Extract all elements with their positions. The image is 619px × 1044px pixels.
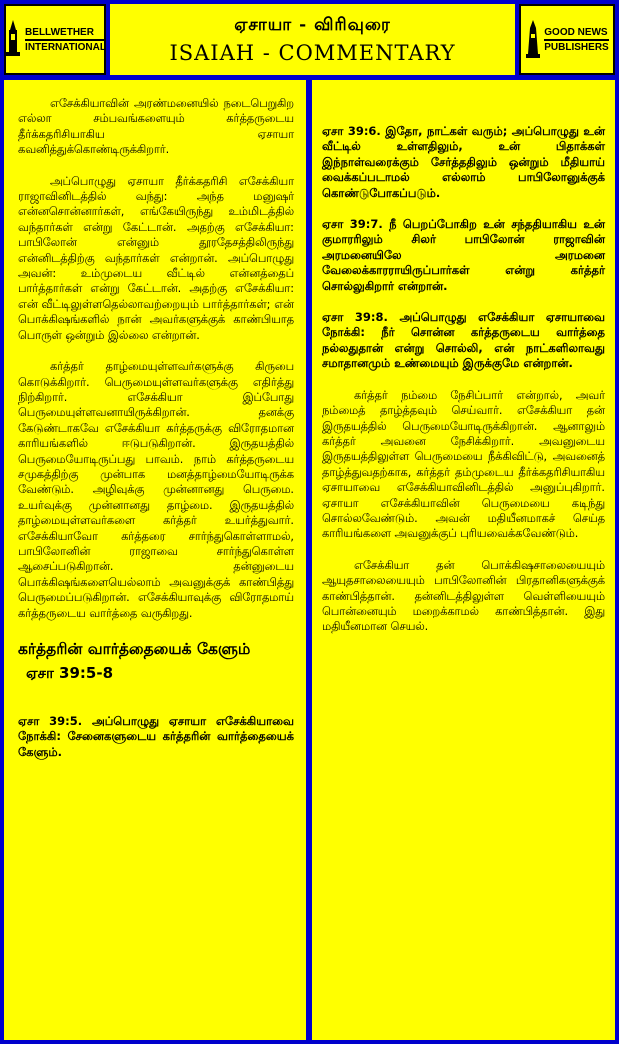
lighthouse-icon xyxy=(525,20,541,60)
verse-39-7: ஏசா 39:7. நீ பெறப்போகிற உன் சந்ததியாகிய உன் குமாரரிலும் சிலர் பாபிலோன் ராஜாவின் அரமனையிலே அரமனை வேலைக்காரராயிருப்பார்கள் என்று கர்த்தர் சொல்லுகிறார் என்றான். xyxy=(322,217,605,293)
title-tamil: ஏசாயா - விரிவுரை xyxy=(234,14,391,35)
bellwether-logo xyxy=(4,4,106,75)
logo-right-line2: PUBLISHERS xyxy=(544,41,609,53)
bell-tower-icon xyxy=(4,20,22,60)
logo-left-line2: INTERNATIONAL xyxy=(25,41,106,53)
right-paragraph-4: கர்த்தர் நம்மை நேசிப்பார் என்றால், அவர் நம்மைத் தாழ்த்தவும் செய்வார். எசேக்கியா தன் இருதயத்தில் பெருமையோடிருக்கிறான். ஆனாலும் கர்த்தர் அவனை நேசிக்கிறார். அவனுடைய இருதயத்திலுள்ள பெருமையை நீக்கிவிட்டு, அவனைத் தாழ்த்துவதற்காக, கர்த்தர் தம்முடைய தீர்க்கதரிசியாகிய ஏசாயாவை எசேக்கியாவினிடத்தில் அனுப்புகிறார். ஏசாயா எசேக்கியாவின் பெருமையை கடிந்து சொல்லவேண்டும். அவன் மதியீனமாகச் செய்த காரியங்களை அவனுக்குப் புரியவைக்கவேண்டும். xyxy=(322,388,605,541)
logo-left-line1: BELLWETHER xyxy=(25,26,106,41)
verse-39-6: ஏசா 39:6. இதோ, நாட்கள் வரும்; அப்பொழுது உன் வீட்டில் உள்ளதிலும், உன் பிதாக்கள் இந்நாள்வரைக்கும் சேர்த்ததிலும் ஒன்றும் மீதியாய் வைக்கப்படாமல் எல்லாம் பாபிலோனுக்குக் கொண்டுபோகப்படும். xyxy=(322,124,605,200)
logo-right-line1: GOOD NEWS xyxy=(544,26,608,41)
left-paragraph-1: எசேக்கியாவின் அரண்மனையில் நடைபெறுகிற எல்லா சம்பவங்களையும் கர்த்தருடைய தீர்க்கதரிசியாகிய ஏசாயா கவனித்துக்கொண்டிருக்கிறார். xyxy=(18,97,294,157)
title-box xyxy=(110,4,515,75)
section-heading: கர்த்தரின் வார்த்தையைக் கேளும் xyxy=(18,640,251,658)
title-english: ISAIAH - COMMENTARY xyxy=(169,40,456,65)
verse-39-5: ஏசா 39:5. அப்பொழுது ஏசாயா எசேக்கியாவை நோக்கி: சேனைகளுடைய கர்த்தரின் வார்த்தையைக் கேளும். xyxy=(18,714,294,759)
left-paragraph-2: அப்பொழுது ஏசாயா தீர்க்கதரிசி எசேக்கியா ராஜாவினிடத்தில் வந்து: அந்த மனுஷர் என்னசொன்னார்கள், எங்கேயிருந்து உம்மிடத்தில் வந்தார்கள் என்று கேட்டான். அதற்கு எசேக்கியா: பாபிலோன் என்னும் தூரதேசத்திலிருந்து என்னிடத்திற்கு வந்தார்கள் என்றான். அப்பொழுது அவன்: உம்முடைய வீட்டில் என்னத்தைப் பார்த்தார்கள் என்று கேட்டான். அதற்கு எசேக்கியா: என் வீட்டிலுள்ளதெல்லாவற்றையும் பார்த்தார்கள்; என் பொக்கிஷங்களில் நான் அவர்களுக்குக் காண்பியாத பொருள் ஒன்றும் இல்லை என்றான். xyxy=(18,174,294,342)
right-column xyxy=(312,80,615,1040)
right-paragraph-5: எசேக்கியா தன் பொக்கிஷசாலையையும் ஆயுதசாலையையும் பாபிலோனின் பிரதானிகளுக்குக் காண்பித்தான். தன்னிடத்திலுள்ள வெள்ளியையும் பொன்னையும் மறைக்காமல் காண்பித்தான். இது மதியீனமான செயல். xyxy=(322,558,605,634)
section-heading-reference: ஏசா 39:5-8 xyxy=(26,664,114,682)
header xyxy=(4,4,615,75)
left-paragraph-3: கர்த்தர் தாழ்மையுள்ளவர்களுக்கு கிருபை கொடுக்கிறார். பெருமையுள்ளவர்களுக்கு எதிர்த்து நிற்கிறார். எசேக்கியா இப்போது பெருமையுள்ளவனாயிருக்கிறான். தனக்கு கேடுண்டாகவே எசேக்கியா கர்த்தருக்கு விரோதமான காரியங்களில் ஈடுபடுகிறான். இருதயத்தில் பெருமையோடிருப்பது பாவம். நாம் கர்த்தருடைய சமுகத்திற்கு முன்பாக மனத்தாழ்மையோடிருக்க வேண்டும். அழிவுக்கு முன்னானது பெருமை. உயர்வுக்கு முன்னானது தாழ்மை. இருதயத்தில் தாழ்மையுள்ளவர்களை கர்த்தர் உயர்த்துவார். எசேக்கியாவோ கர்த்தரை சார்ந்துகொள்ளாமல், பாபிலோனின் ராஜாவை சார்ந்துகொள்ள ஆசைப்படுகிறான். தன்னுடைய பொக்கிஷங்களையெல்லாம் அவனுக்குக் காண்பித்து பெருமைப்படுகிறான். எசேக்கியாவுக்கு விரோதமாய் கர்த்தருடைய வார்த்தை வருகிறது. xyxy=(18,360,294,620)
good-news-logo xyxy=(519,4,615,75)
verse-39-8: ஏசா 39:8. அப்பொழுது எசேக்கியா ஏசாயாவை நோக்கி: நீர் சொன்ன கர்த்தருடைய வார்த்தை நல்லதுதான் என்று சொல்லி, என் நாட்களிலாவது சமாதானமும் உண்மையும் இருக்குமே என்றான். xyxy=(322,310,605,371)
left-column xyxy=(4,80,306,1040)
